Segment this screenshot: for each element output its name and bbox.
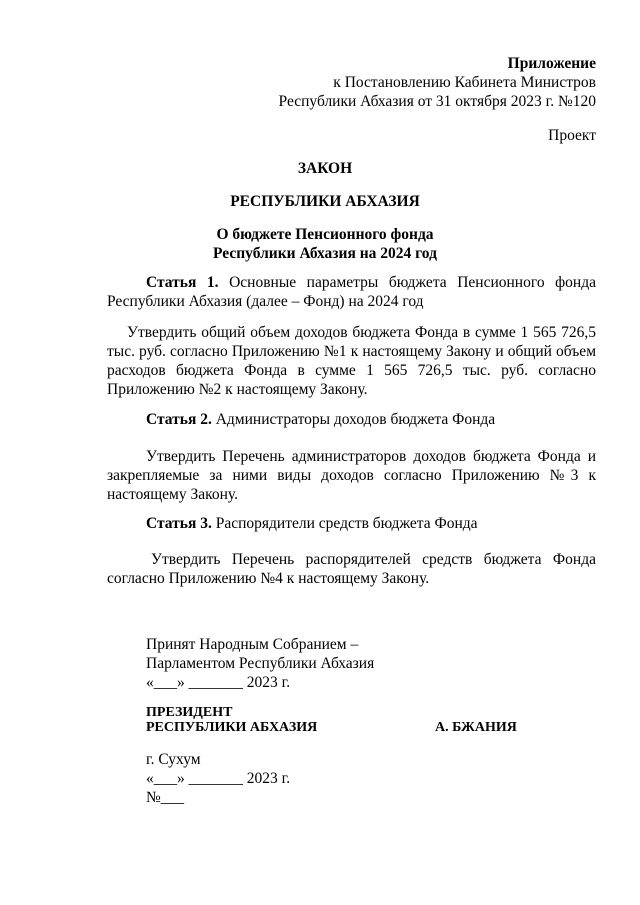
republic-title: РЕСПУБЛИКИ АБХАЗИЯ	[230, 193, 420, 210]
signature-name: А. БЖАНИЯ	[435, 720, 517, 735]
signature-position-line-2: РЕСПУБЛИКИ АБХАЗИЯ	[146, 720, 318, 735]
article-3-title: Распорядители средств бюджета Фонда	[211, 515, 478, 532]
adoption-line-2: Парламентом Республики Абхазия	[146, 655, 375, 672]
article-2-body: Утвердить Перечень администраторов доходов бюджета Фонда и закрепляемые за ними виды доходов согласно Приложению №3 к настоящему Закону.	[107, 448, 596, 503]
subject-line-1: О бюджете Пенсионного фонда	[216, 226, 434, 243]
appendix-line-1: к Постановлению Кабинета Министров	[333, 74, 596, 91]
draft-label: Проект	[548, 127, 596, 144]
adoption-line-1: Принят Народным Собранием –	[146, 636, 359, 653]
article-2-number: Статья 2.	[146, 411, 212, 428]
article-3-number: Статья 3.	[146, 515, 212, 532]
article-1-body: Утвердить общий объем доходов бюджета Фонда в сумме 1 565 726,5 тыс. руб. согласно Приложению №1 к настоящему Закону и общий объем расходов бюджета Фонда в сумме 1 565 726,5 тыс. руб. согласно Приложению №2 к настоящему Закону.	[107, 324, 596, 398]
appendix-title: Приложение	[507, 55, 596, 72]
place-city: г. Сухум	[146, 751, 201, 768]
article-2-heading	[146, 410, 596, 429]
article-3-heading	[146, 514, 596, 533]
place-date: «___» _______ 2023 г.	[146, 770, 291, 787]
signature-position-line-1: ПРЕЗИДЕНТ	[146, 705, 233, 720]
article-1-title: Основные параметры бюджета Пенсионного фонда Республики Абхазия (далее – Фонд) на 2024 год	[107, 274, 596, 310]
article-1-heading	[107, 273, 596, 311]
subject-line-2: Республики Абхазия на 2024 год	[213, 245, 437, 262]
adoption-date: «___» _______ 2023 г.	[146, 674, 291, 691]
article-3-body: Утвердить Перечень распорядителей средств бюджета Фонда согласно Приложению №4 к настоящему Закону.	[107, 551, 596, 587]
article-1-number: Статья 1.	[146, 274, 219, 291]
appendix-line-2: Республики Абхазия от 31 октября 2023 г. №120	[278, 93, 596, 110]
law-title: ЗАКОН	[297, 160, 353, 177]
article-2-title: Администраторы доходов бюджета Фонда	[211, 411, 496, 428]
place-number: №___	[146, 789, 185, 806]
